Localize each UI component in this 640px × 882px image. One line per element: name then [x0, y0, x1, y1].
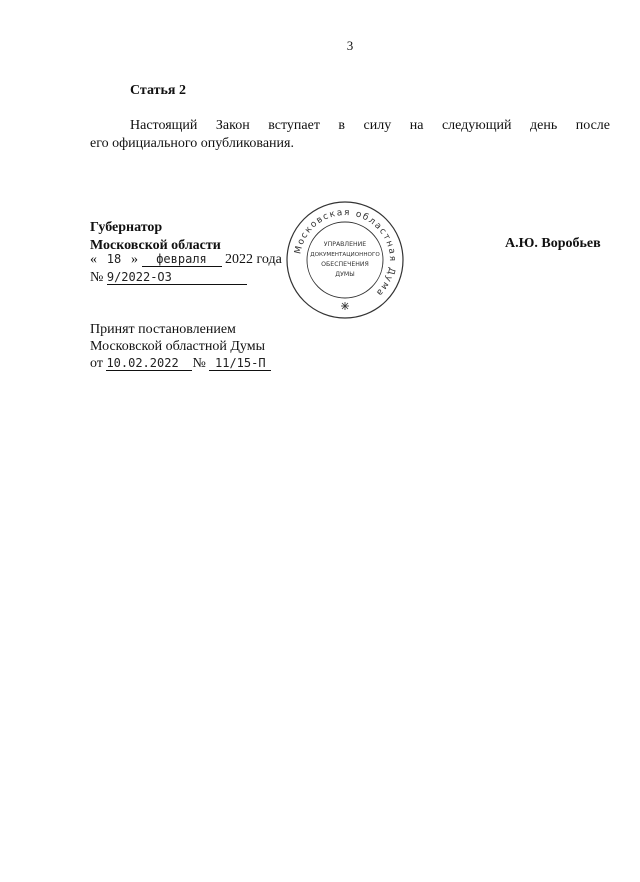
- date-month: февраля: [142, 252, 222, 267]
- governor-title-line-2: Московской области: [90, 238, 221, 253]
- article-text-line-2: его официального опубликования.: [90, 136, 294, 151]
- governor-title-line-1: Губернатор: [90, 220, 163, 235]
- stamp-center-line-2: ДОКУМЕНТАЦИОННОГО: [310, 252, 380, 258]
- adoption-line-1: Принят постановлением: [90, 322, 236, 337]
- adoption-line-2: Московской областной Думы: [90, 339, 265, 354]
- stamp-center-line-4: ДУМЫ: [335, 271, 355, 278]
- official-stamp: [285, 200, 405, 320]
- law-number: [90, 270, 247, 286]
- law-number-prefix: №: [90, 270, 104, 285]
- signer-name: А.Ю. Воробьев: [505, 236, 601, 251]
- date-year: 2022 года: [225, 252, 282, 267]
- adoption-date-prefix: от: [90, 356, 103, 371]
- adoption-date-line: [90, 355, 271, 372]
- stamp-center-line-3: ОБЕСПЕЧЕНИЯ: [321, 261, 369, 268]
- signing-date: [90, 252, 282, 268]
- article-heading: Статья 2: [130, 83, 186, 98]
- article-text: [90, 117, 610, 153]
- stamp-star-icon: [341, 302, 349, 310]
- adoption-number: 11/15-П: [209, 356, 271, 371]
- article-text-line-1: Настоящий Закон вступает в силу на следующий день после: [130, 118, 610, 133]
- law-number-value: 9/2022-ОЗ: [107, 270, 247, 285]
- governor-title: [90, 219, 221, 255]
- adoption-date: 10.02.2022: [106, 356, 192, 371]
- date-open-quote: «: [90, 252, 97, 267]
- date-day: 18: [106, 252, 122, 266]
- stamp-ring-text: Московская областная Дума: [293, 207, 398, 299]
- stamp-center-line-1: УПРАВЛЕНИЕ: [323, 241, 367, 248]
- adoption-number-prefix: №: [192, 356, 206, 371]
- page-number: 3: [346, 38, 354, 53]
- adoption-block: [90, 321, 271, 372]
- date-close-quote: »: [131, 252, 138, 267]
